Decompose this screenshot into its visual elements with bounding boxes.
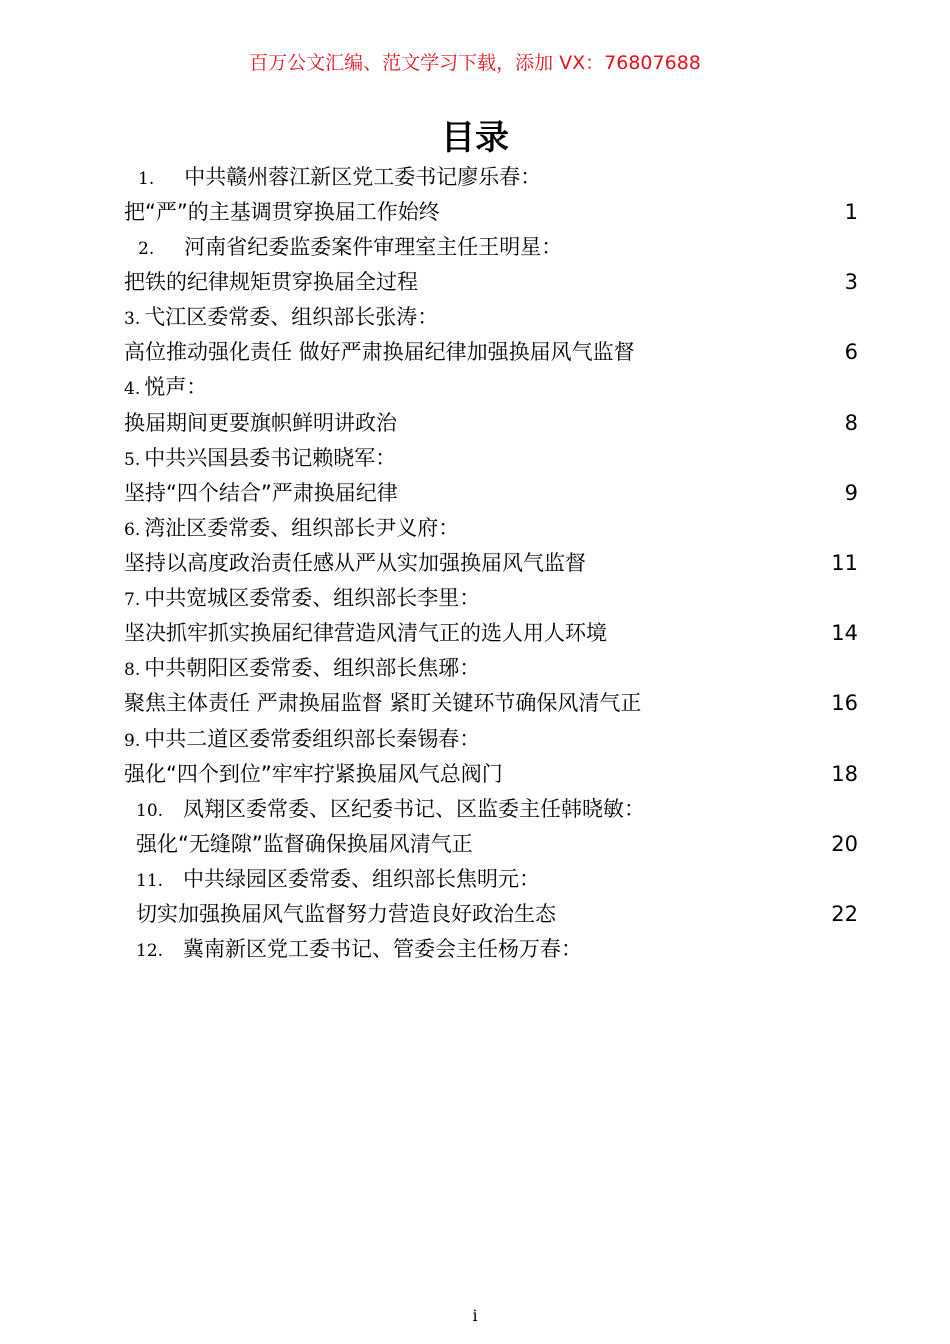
toc-entry-heading[interactable] bbox=[136, 794, 645, 824]
page-number: 22 bbox=[831, 902, 858, 926]
entry-number: 1. bbox=[138, 169, 155, 189]
entry-heading: 中共绿园区委常委、组织部长焦明元： bbox=[183, 867, 541, 891]
toc-entry-heading[interactable] bbox=[124, 302, 438, 332]
page-number: 6 bbox=[844, 340, 858, 364]
toc-entry-subtitle[interactable]: 坚持以高度政治责任感从严从实加强换届风气监督 bbox=[124, 551, 586, 575]
toc-entry-subtitle[interactable]: 把“严”的主基调贯穿换届工作始终 bbox=[124, 200, 440, 224]
toc-entry-heading[interactable] bbox=[124, 443, 396, 473]
page-number: 20 bbox=[831, 832, 858, 856]
entry-heading: 凤翔区委常委、区纪委书记、区监委主任韩晓敏： bbox=[183, 797, 646, 821]
toc-entry-subtitle[interactable]: 坚持“四个结合”严肃换届纪律 bbox=[124, 481, 398, 505]
toc-entry-heading[interactable] bbox=[124, 583, 480, 613]
page-number: 8 bbox=[844, 411, 858, 435]
entry-heading: 中共朝阳区委常委、组织部长焦琊： bbox=[144, 656, 481, 680]
toc-entry-subtitle[interactable]: 高位推动强化责任 做好严肃换届纪律加强换届风气监督 bbox=[124, 340, 635, 364]
toc-entry-heading[interactable] bbox=[138, 162, 541, 192]
entry-heading: 弋江区委常委、组织部长张涛： bbox=[144, 305, 439, 329]
entry-number: 9. bbox=[124, 731, 141, 751]
toc-entry-heading[interactable] bbox=[136, 864, 540, 894]
page-number: 11 bbox=[831, 551, 858, 575]
page-number: 16 bbox=[831, 691, 858, 715]
toc-entry-heading[interactable] bbox=[124, 372, 207, 402]
entry-heading: 中共宽城区委常委、组织部长李里： bbox=[144, 586, 481, 610]
entry-heading: 悦声： bbox=[144, 375, 208, 399]
entry-number: 3. bbox=[124, 309, 141, 329]
toc-entry-heading[interactable] bbox=[138, 232, 562, 262]
toc-entry-heading[interactable] bbox=[136, 934, 582, 964]
toc-entry-heading[interactable] bbox=[124, 653, 480, 683]
entry-number: 10. bbox=[136, 801, 164, 821]
entry-heading: 中共兴国县委书记赖晓军： bbox=[144, 446, 397, 470]
watermark-header: 百万公文汇编、范文学习下载，添加 VX：76807688 bbox=[249, 52, 701, 74]
entry-number: 2. bbox=[138, 239, 155, 259]
toc-entry-subtitle[interactable]: 把铁的纪律规矩贯穿换届全过程 bbox=[124, 270, 418, 294]
toc-entry-subtitle[interactable]: 聚焦主体责任 严肃换届监督 紧盯关键环节确保风清气正 bbox=[124, 691, 642, 715]
toc-entry-heading[interactable] bbox=[124, 513, 459, 543]
page-number: 3 bbox=[844, 270, 858, 294]
entry-number: 7. bbox=[124, 590, 141, 610]
page-number: 1 bbox=[844, 200, 858, 224]
entry-heading: 湾沚区委常委、组织部长尹义府： bbox=[144, 516, 460, 540]
entry-heading: 中共二道区委常委组织部长秦锡春： bbox=[144, 727, 481, 751]
toc-entry-subtitle[interactable]: 换届期间更要旗帜鲜明讲政治 bbox=[124, 411, 397, 435]
entry-heading: 河南省纪委监委案件审理室主任王明星： bbox=[184, 235, 563, 259]
page-number: 14 bbox=[831, 621, 858, 645]
toc-entry-subtitle[interactable]: 坚决抓牢抓实换届纪律营造风清气正的选人用人环境 bbox=[124, 621, 607, 645]
entry-heading: 中共赣州蓉江新区党工委书记廖乐春： bbox=[184, 165, 542, 189]
toc-entry-heading[interactable] bbox=[124, 724, 480, 754]
toc-entry-subtitle[interactable]: 强化“四个到位”牢牢拧紧换届风气总阀门 bbox=[124, 762, 503, 786]
toc-entry-subtitle[interactable]: 切实加强换届风气监督努力营造良好政治生态 bbox=[136, 902, 556, 926]
page-number: 9 bbox=[844, 481, 858, 505]
entry-number: 5. bbox=[124, 450, 141, 470]
page-number: 18 bbox=[831, 762, 858, 786]
page-footer-number: i bbox=[472, 1306, 478, 1325]
toc-title: 目录 bbox=[441, 118, 509, 158]
entry-number: 6. bbox=[124, 520, 141, 540]
entry-number: 12. bbox=[136, 941, 164, 961]
toc-entry-subtitle[interactable]: 强化“无缝隙”监督确保换届风清气正 bbox=[136, 832, 473, 856]
entry-number: 11. bbox=[136, 871, 164, 891]
entry-number: 4. bbox=[124, 379, 141, 399]
entry-heading: 冀南新区党工委书记、管委会主任杨万春： bbox=[183, 937, 583, 961]
entry-number: 8. bbox=[124, 660, 141, 680]
